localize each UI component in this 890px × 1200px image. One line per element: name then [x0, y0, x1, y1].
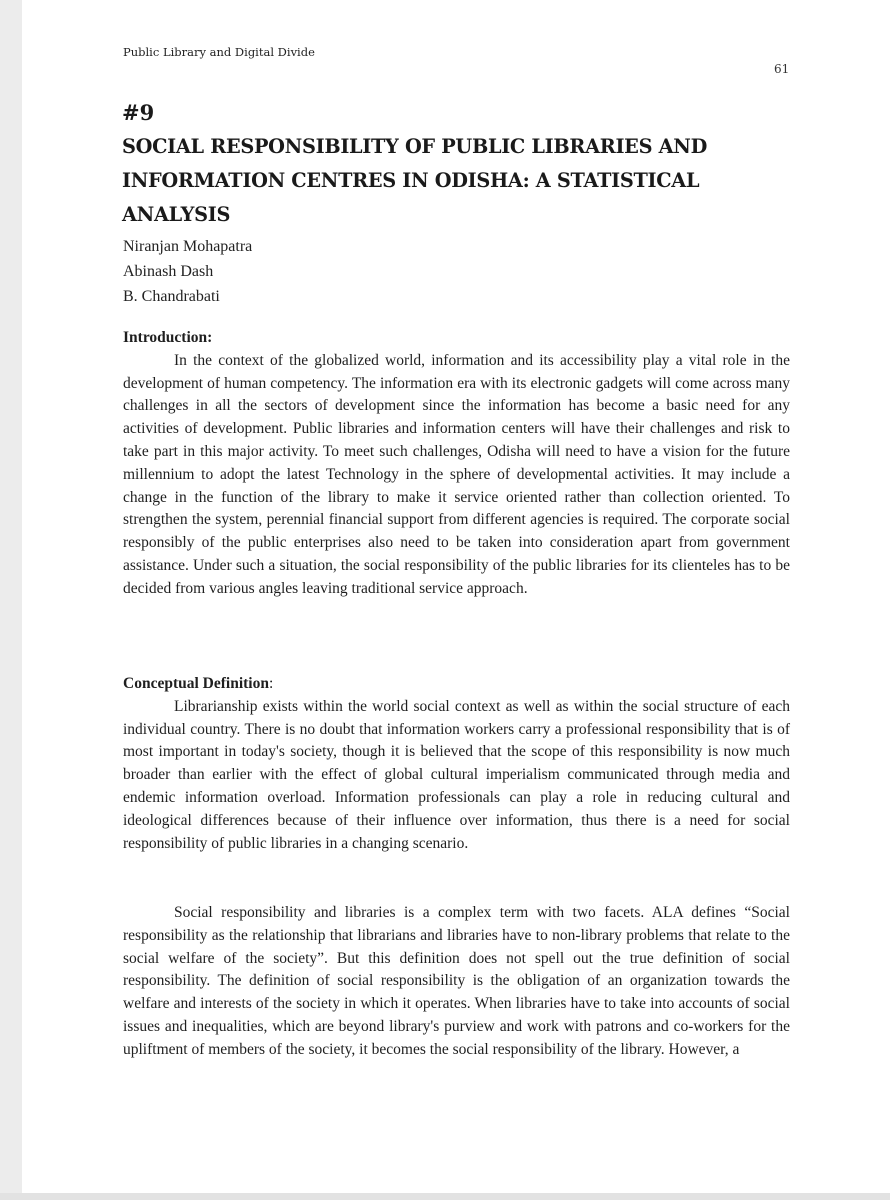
- author-name: Abinash Dash: [123, 263, 214, 280]
- author-list: [123, 234, 252, 309]
- running-head: Public Library and Digital Divide: [123, 45, 315, 59]
- heading-colon: :: [268, 675, 274, 692]
- social-responsibility-paragraph: Social responsibility and libraries is a complex term with two facets. ALA defines “Social responsibility as the relationship that librarians and libraries have to non-library problems that relate to the social welfare of the society”. But this definition does not spell out the true definition of social responsibility. The definition of social responsibility is the obligation of an organization towards the welfare and interests of the society in which it operates. When libraries have to take into accounts of social issues and inequalities, which are beyond library's purview and work with patrons and co-workers for the upliftment of members of the society, it becomes the social responsibility of the library. However, a: [123, 904, 790, 1058]
- conceptual-definition-section: [123, 673, 790, 855]
- introduction-section: [123, 327, 790, 601]
- conceptual-definition-paragraph: Librarianship exists within the world social context as well as within the social structure of each individual country. There is no doubt that information workers carry a professional responsibility that is of most important in today's society, though it is believed that the scope of this responsibility is now much broader than earlier with the effect of global cultural imperialism communicated through media and endemic information overload. Information professionals can play a role in reducing cultural and ideological differences because of their influence over information, thus there is a need for social responsibility of public libraries in a changing scenario.: [123, 697, 790, 852]
- author-name: B. Chandrabati: [123, 288, 220, 305]
- introduction-heading: Introduction:: [123, 329, 213, 346]
- author-name: Niranjan Mohapatra: [123, 238, 253, 255]
- conceptual-definition-heading: Conceptual Definition: [123, 675, 269, 692]
- page-bottom-edge: [0, 1193, 890, 1200]
- conceptual-definition-heading-line: [123, 673, 790, 696]
- chapter-number: #9: [122, 100, 155, 125]
- document-page: [22, 0, 890, 1193]
- chapter-title: SOCIAL RESPONSIBILITY OF PUBLIC LIBRARIES AND INFORMATION CENTRES IN ODISHA: A STATISTICAL ANALYSIS: [122, 135, 708, 226]
- page-number: 61: [774, 62, 790, 76]
- social-responsibility-section: [123, 902, 790, 1062]
- introduction-paragraph: In the context of the globalized world, information and its accessibility play a vital role in the development of human competency. The information era with its electronic gadgets will come across many challenges in all the sectors of development since the information has become a basic need for any activities of development. Public libraries and information centers will have their challenges and risk to take part in this major activity. To meet such challenges, Odisha will need to have a vision for the future millennium to adopt the latest Technology in the sphere of developmental activities. It may include a change in the function of the library to make it service oriented rather than collection oriented. To strengthen the system, perennial financial support from different agencies is required. The corporate social responsibly of the public enterprises also need to be taken into consideration apart from government assistance. Under such a situation, the social responsibility of the public libraries for its clienteles has to be decided from various angles leaving traditional service approach.: [123, 351, 790, 597]
